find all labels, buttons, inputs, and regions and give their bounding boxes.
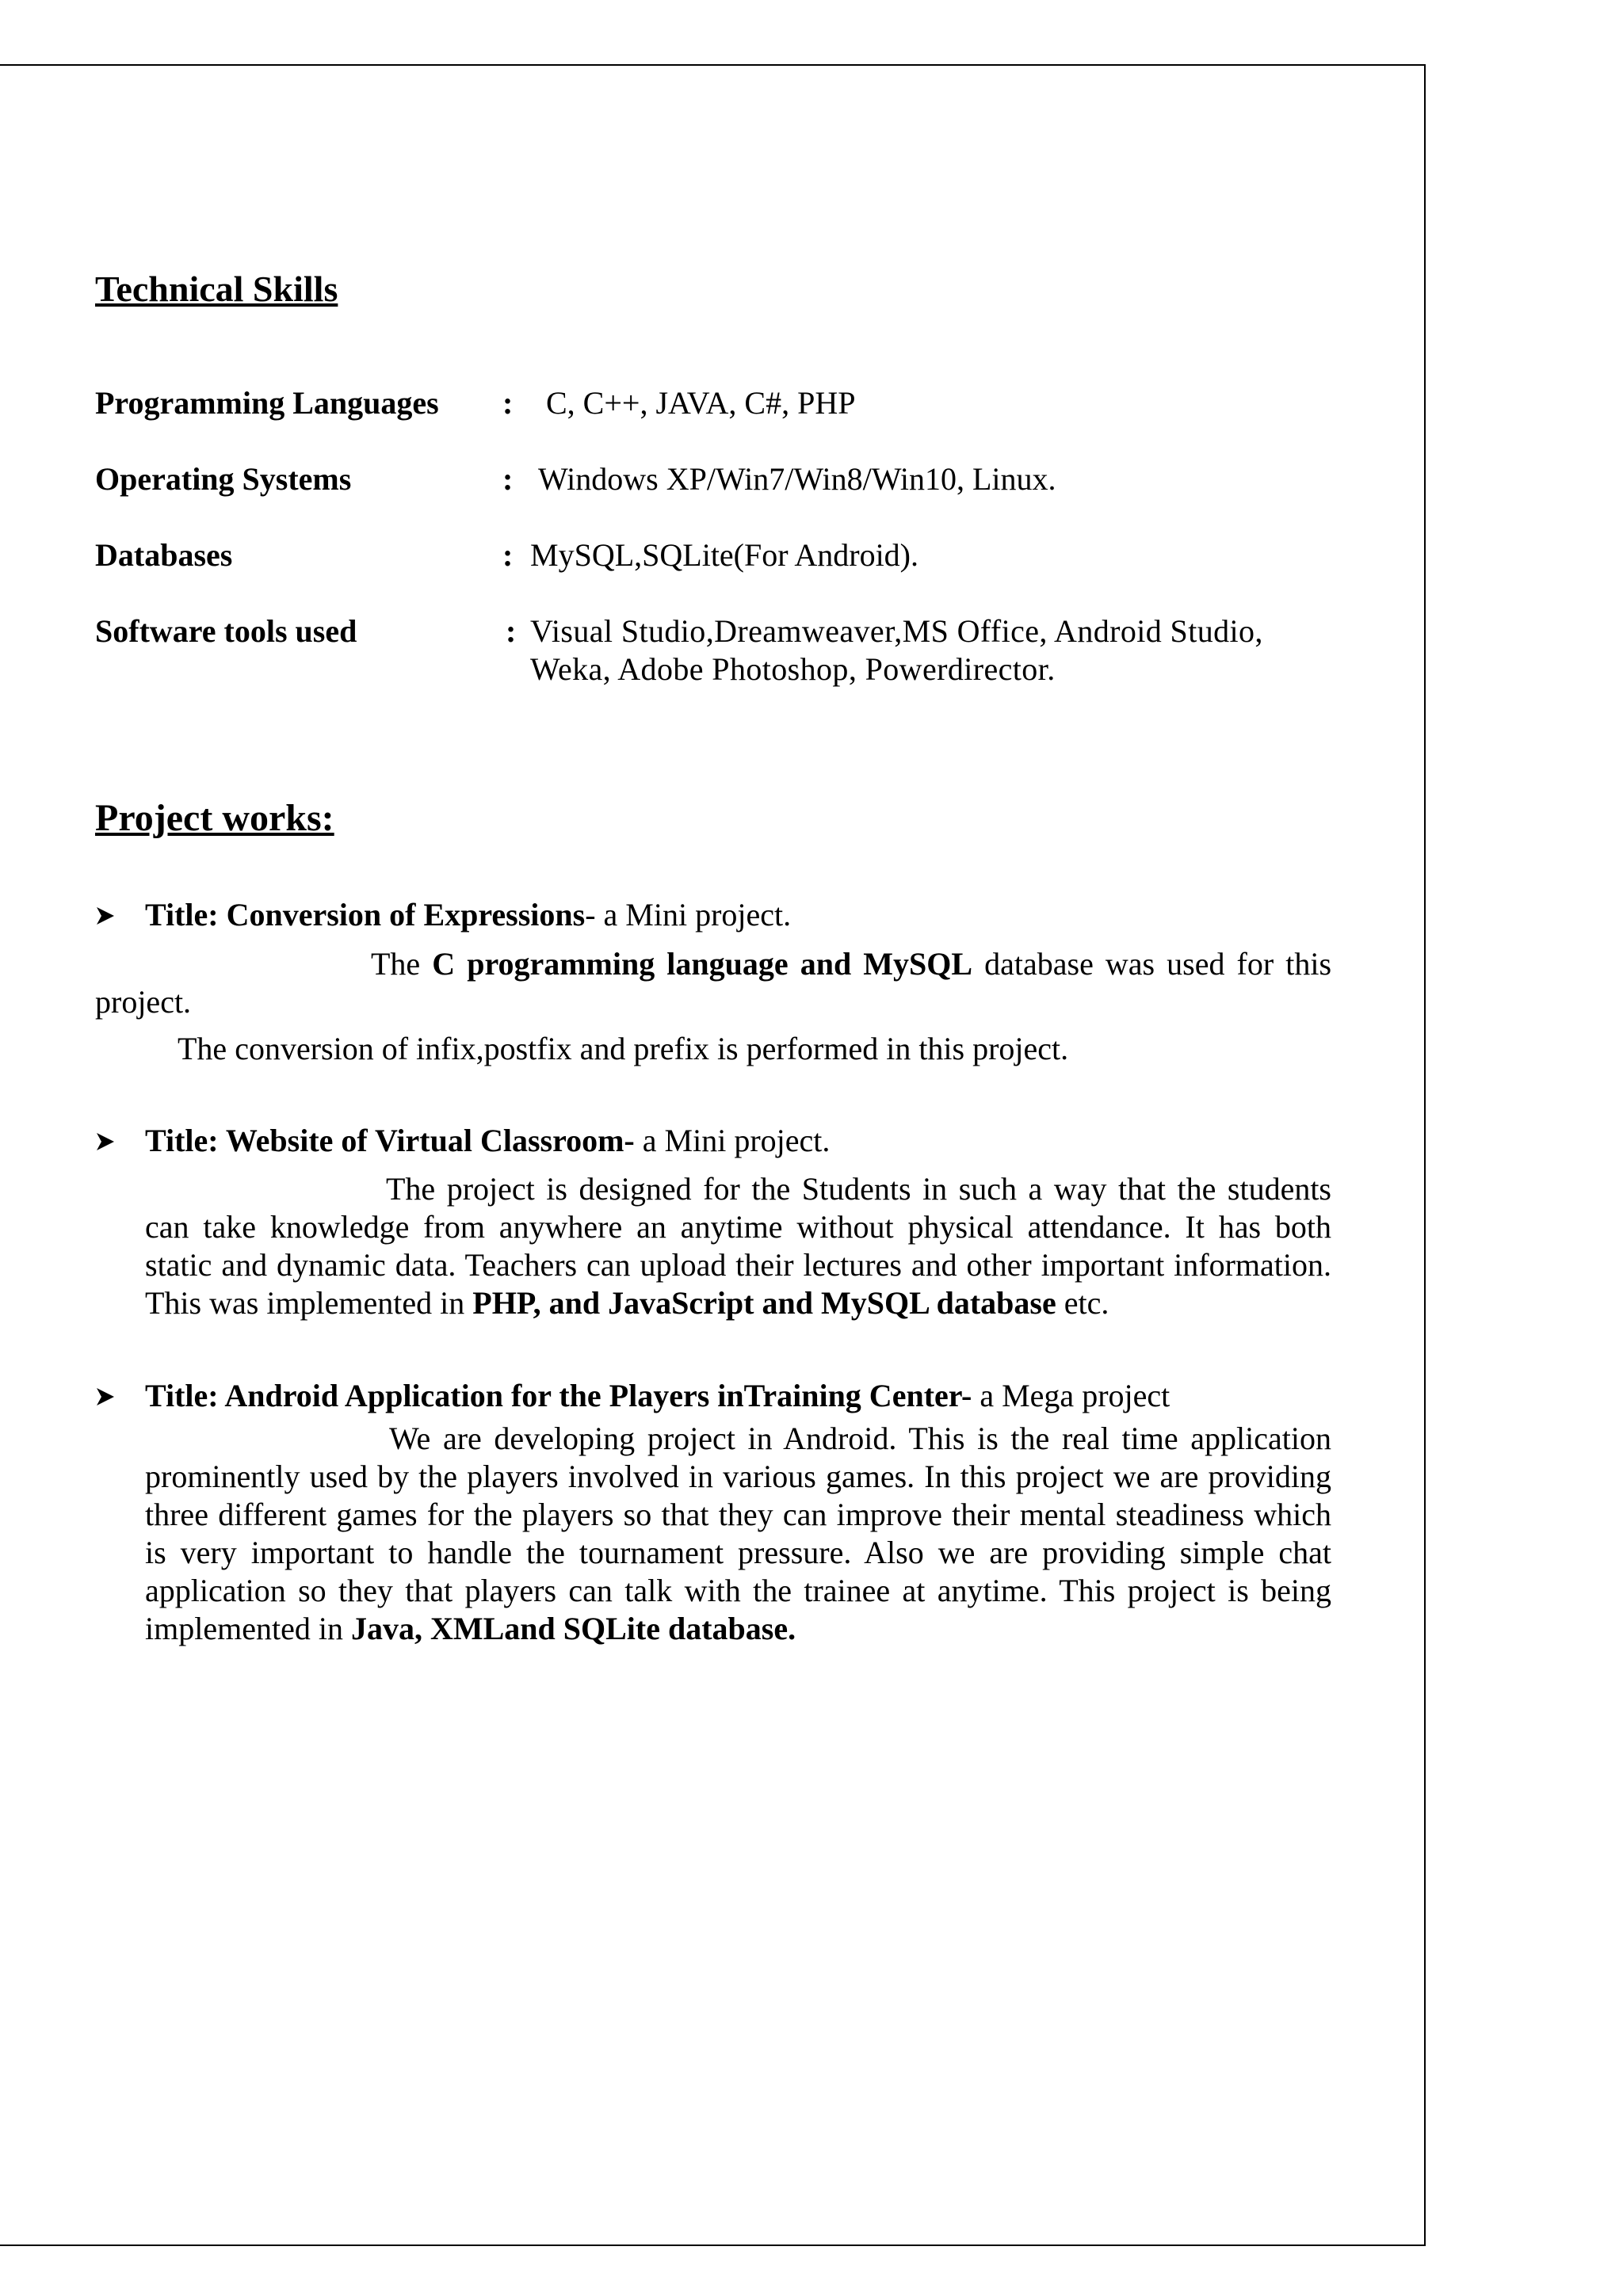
project-title: [145, 1122, 830, 1160]
description-text: The: [371, 946, 433, 982]
arrow-bullet-icon: [95, 1386, 116, 1407]
description-bold-text: C programming language and MySQL: [432, 946, 973, 982]
skill-label: Operating Systems: [95, 461, 352, 497]
arrow-bullet-icon: [95, 1131, 116, 1152]
skill-value: Windows XP/Win7/Win8/Win10, Linux.: [538, 461, 1056, 497]
project-description: [95, 945, 1331, 1021]
project-title-suffix: a Mega project: [972, 1378, 1170, 1413]
skill-colon: :: [502, 385, 514, 421]
project-title-suffix: a Mini project.: [634, 1123, 831, 1158]
skill-colon: :: [506, 613, 517, 649]
arrow-bullet-icon: [95, 906, 116, 926]
project-title-bold: Title: Website of Virtual Classroom-: [145, 1123, 635, 1158]
skill-value: C, C++, JAVA, C#, PHP: [546, 385, 856, 421]
project-title: [145, 1377, 1170, 1415]
skill-label: Programming Languages: [95, 385, 439, 421]
project-description: The conversion of infix,postfix and prefix is performed in this project.: [178, 1031, 1069, 1066]
project-title-bold: Title: Android Application for the Players inTraining Center-: [145, 1378, 972, 1413]
description-bold-text: Java, XMLand SQLite database.: [350, 1611, 796, 1646]
description-bold-text: PHP, and JavaScript and MySQL database: [472, 1285, 1056, 1321]
description-text: etc.: [1056, 1285, 1109, 1321]
technical-skills-heading: Technical Skills: [95, 269, 338, 309]
project-title: [145, 896, 791, 934]
description-text: database was used for this project.: [95, 946, 1332, 1020]
project-description: [145, 1170, 1331, 1322]
project-works-heading: Project works:: [95, 797, 334, 839]
description-text: We are developing project in Android. This is the real time application prominently used by the players involved in various games. In this project we are providing three different games for the players so that they can improve their mental steadiness which is very important to handle the tournament pressure. Also we are providing simple chat application so they that players can talk with the trainee at anytime. This project is being implemented in: [145, 1421, 1331, 1646]
project-title-suffix: - a Mini project.: [585, 897, 792, 933]
skill-label: Software tools used: [95, 613, 357, 649]
project-description: [145, 1420, 1331, 1648]
skill-label: Databases: [95, 537, 233, 573]
description-text: The project is designed for the Students in such a way that the students can take knowledge from anywhere an anytime without physical attendance. It has both static and dynamic data. Teachers can upload their lectures and other important information. This was implemented in: [145, 1171, 1331, 1321]
skill-value: MySQL,SQLite(For Android).: [530, 537, 918, 573]
skill-colon: :: [502, 537, 514, 573]
skill-value: Visual Studio,Dreamweaver,MS Office, Android Studio, Weka, Adobe Photoshop, Powerdirector.: [530, 613, 1263, 687]
project-title-bold: Title: Conversion of Expressions: [145, 897, 586, 933]
skill-colon: :: [502, 461, 514, 497]
